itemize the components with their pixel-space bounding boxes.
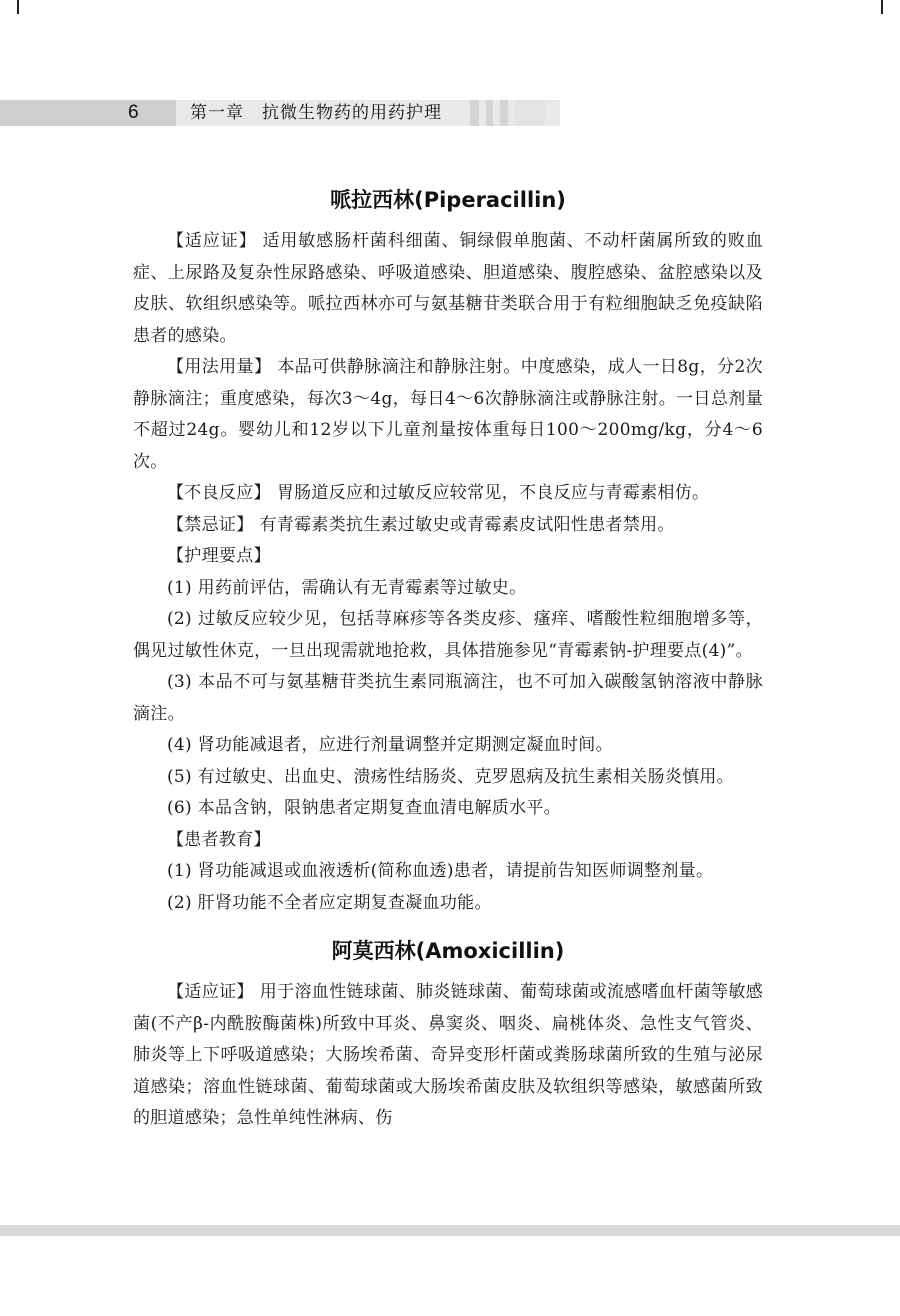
section-label: 【护理要点】 (167, 546, 271, 566)
dosage-paragraph (133, 352, 763, 478)
nursing-point-item: (4) 肾功能减退者，应进行剂量调整并定期测定凝血时间。 (167, 735, 613, 755)
page-body (133, 180, 763, 1135)
nursing-points-heading (133, 541, 763, 573)
page-number-box (0, 100, 176, 126)
section-label: 【患者教育】 (167, 829, 271, 850)
section-text: 本品可供静脉滴注和静脉注射。中度感染，成人一日8g，分2次静脉滴注；重度感染，每次3～4g，每日4～6次静脉滴注或静脉注射。一日总剂量不超过24g。婴幼儿和12岁以下儿童剂量按体重每日100～200mg/kg，分4～6次。 (133, 357, 763, 472)
patient-education-item: (2) 肝肾功能不全者应定期复查凝血功能。 (167, 892, 492, 913)
section-text: 胃肠道反应和过敏反应较常见，不良反应与青霉素相仿。 (276, 483, 710, 503)
section-text: 适用敏感肠杆菌科细菌、铜绿假单胞菌、不动杆菌属所致的败血症、上尿路及复杂性尿路感染、呼吸道感染、胆道感染、腹腔感染、盆腔感染以及皮肤、软组织感染等。哌拉西林亦可与氨基糖苷类联合用于有粒细胞缺乏免疫缺陷患者的感染。 (133, 231, 763, 346)
footer-band (0, 1225, 900, 1236)
nursing-point-item: (2) 过敏反应较少见，包括荨麻疹等各类皮疹、瘙痒、嗜酸性粒细胞增多等，偶见过敏性休克，一旦出现需就地抢救，具体措施参见“青霉素钠-护理要点(4)”。 (133, 609, 763, 661)
contraindications-paragraph (133, 510, 763, 542)
nursing-point-item: (3) 本品不可与氨基糖苷类抗生素同瓶滴注，也不可加入碳酸氢钠溶液中静脉滴注。 (133, 672, 763, 724)
section-label: 【适应证】 (167, 982, 254, 1002)
drug-title-piperacillin: 哌拉西林(Piperacillin) (330, 188, 566, 212)
adverse-reactions-paragraph (133, 478, 763, 510)
drug-title-amoxicillin: 阿莫西林(Amoxicillin) (331, 939, 565, 963)
section-text: 有青霉素类抗生素过敏史或青霉素皮试阳性患者禁用。 (259, 514, 675, 535)
patient-education-heading (133, 825, 763, 857)
crop-mark-right (881, 0, 883, 14)
section-label: 【禁忌证】 (167, 514, 254, 535)
section-label: 【适应证】 (167, 231, 257, 251)
indication-paragraph (133, 226, 763, 352)
crop-mark-left (17, 0, 19, 14)
patient-education-item: (1) 肾功能减退或血液透析(简称血透)患者，请提前告知医师调整剂量。 (167, 861, 714, 881)
chapter-title: 第一章 抗微生物药的用药护理 (190, 103, 442, 123)
nursing-point-item: (1) 用药前评估，需确认有无青霉素等过敏史。 (167, 577, 527, 598)
section-label: 【用法用量】 (167, 357, 272, 377)
nursing-point-item: (6) 本品含钠，限钠患者定期复查血清电解质水平。 (167, 798, 561, 818)
page-number: 6 (128, 102, 139, 123)
indication-paragraph (133, 977, 763, 1135)
section-label: 【不良反应】 (167, 483, 271, 503)
section-text: 用于溶血性链球菌、肺炎链球菌、葡萄球菌或流感嗜血杆菌等敏感菌(不产β-内酰胺酶菌株)所致中耳炎、鼻窦炎、咽炎、扁桃体炎、急性支气管炎、肺炎等上下呼吸道感染；大肠埃希菌、奇异变形杆菌或粪肠球菌所致的生殖与泌尿道感染；溶血性链球菌、葡萄球菌或大肠埃希菌皮肤及软组织等感染，敏感菌所致的胆道感染；急性单纯性淋病、伤 (133, 982, 764, 1128)
nursing-point-item: (5) 有过敏史、出血史、溃疡性结肠炎、克罗恩病及抗生素相关肠炎慎用。 (167, 766, 734, 787)
